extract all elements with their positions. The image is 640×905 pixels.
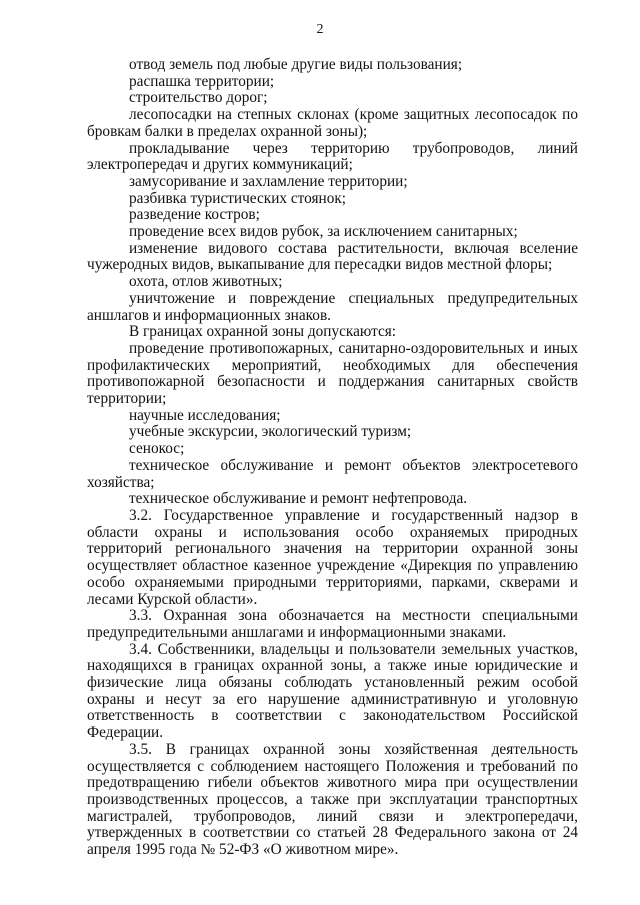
list-item: сенокос; bbox=[129, 440, 185, 458]
list-item: разбивка туристических стоянок; bbox=[129, 189, 347, 207]
page-number: 2 bbox=[316, 22, 324, 37]
clause-3-5: 3.5. В границах охранной зоны хозяйственная деятельность осуществляется с соблюдением настоящего Положения и требований по предотвращению гибели объектов животного мира при осуществлении производственных процессов, а также при эксплуатации транспортных магистралей, трубопроводов, линий связи и электропередачи, утвержденных в соответствии со статьей 28 Федерального закона от 24 апреля 1995 года № 52-ФЗ «О животном мире». bbox=[87, 740, 578, 859]
list-item: техническое обслуживание и ремонт нефтепровода. bbox=[129, 490, 468, 508]
list-item: распашка территории; bbox=[129, 72, 275, 90]
document-body bbox=[87, 57, 578, 859]
list-item: строительство дорог; bbox=[129, 89, 268, 107]
list-item: научные исследования; bbox=[129, 406, 281, 424]
list-item: замусоривание и захламление территории; bbox=[129, 172, 408, 190]
list-item: проведение противопожарных, санитарно-оздоровительных и иных профилактических мероприятий, необходимых для обеспечения противопожарной безопасности и поддержания санитарных свойств территории; bbox=[87, 339, 578, 408]
section-intro: В границах охранной зоны допускаются: bbox=[129, 323, 397, 341]
list-item: учебные экскурсии, экологический туризм; bbox=[129, 423, 412, 441]
list-item: охота, отлов животных; bbox=[129, 273, 283, 291]
list-item: отвод земель под любые другие виды пользования; bbox=[129, 56, 463, 73]
list-item: изменение видового состава растительности, включая вселение чужеродных видов, выкапывание для пересадки видов местной флоры; bbox=[87, 239, 578, 274]
clause-3-4: 3.4. Собственники, владельцы и пользователи земельных участков, находящихся в границах охранной зоны, а также иные юридические и физические лица обязаны соблюдать установленный режим особой охраны и несут за его нарушение административную и уголовную ответственность в соответствии с законодательством Российской Федерации. bbox=[87, 640, 578, 742]
list-item: уничтожение и повреждение специальных предупредительных аншлагов и информационных знаков. bbox=[87, 289, 578, 324]
clause-3-2: 3.2. Государственное управление и государственный надзор в области охраны и использования особо охраняемых природных территорий регионального значения на территории охранной зоны осуществляет областное казенное учреждение «Дирекция по управлению особо охраняемыми природными территориями, парками, скверами и лесами Курской области». bbox=[87, 506, 578, 608]
list-item: техническое обслуживание и ремонт объектов электросетевого хозяйства; bbox=[87, 456, 578, 491]
list-item: прокладывание через территорию трубопроводов, линий электропередач и других коммуникаций; bbox=[87, 139, 578, 174]
list-item: лесопосадки на степных склонах (кроме защитных лесопосадок по бровкам балки в пределах охранной зоны); bbox=[87, 106, 578, 140]
list-item: разведение костров; bbox=[129, 206, 260, 224]
clause-3-3: 3.3. Охранная зона обозначается на местности специальными предупредительными аншлагами и информационными знаками. bbox=[87, 607, 578, 641]
list-item: проведение всех видов рубок, за исключением санитарных; bbox=[129, 223, 518, 241]
